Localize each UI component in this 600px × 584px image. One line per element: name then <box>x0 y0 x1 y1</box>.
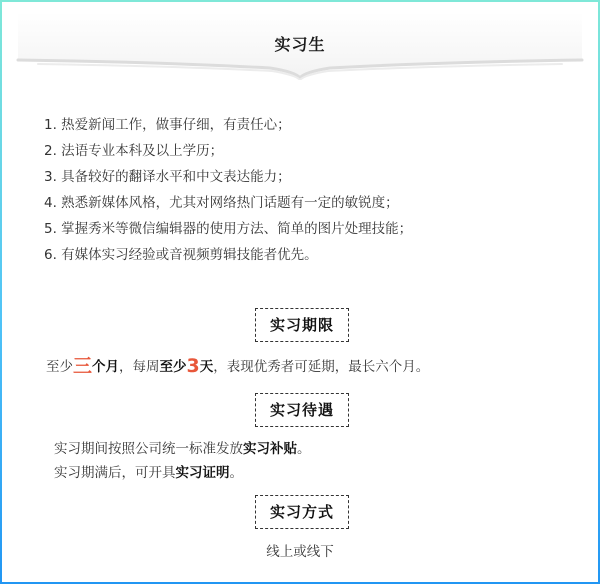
requirement-item: 6. 有媒体实习经验或音视频剪辑技能者优先。 <box>44 247 318 263</box>
method-description: 线上或线下 <box>266 544 334 560</box>
period-prefix: 至少 <box>46 359 73 375</box>
period-description <box>46 354 429 379</box>
benefit-certificate-text: 实习期满后，可开具 <box>54 465 176 481</box>
benefit-allowance <box>54 438 311 460</box>
period-suffix: ，表现优秀者可延期，最长六个月。 <box>213 359 430 375</box>
period-months-unit: 个月 <box>92 359 120 375</box>
benefit-certificate-bold: 实习证明 <box>175 465 230 481</box>
benefit-certificate-end: 。 <box>229 465 243 481</box>
requirement-item: 1. 热爱新闻工作，做事仔细，有责任心； <box>44 117 291 133</box>
benefit-allowance-end: 。 <box>297 441 311 457</box>
requirement-item: 3. 具备较好的翻译水平和中文表达能力； <box>44 169 291 185</box>
page-title: 实习生 <box>274 35 326 54</box>
period-days-number: 3 <box>186 355 200 377</box>
requirements-list <box>44 112 412 268</box>
period-separator: ，每周 <box>119 359 160 375</box>
job-card-content <box>2 2 598 582</box>
benefit-allowance-bold: 实习补贴 <box>243 441 297 457</box>
benefit-certificate <box>54 462 243 484</box>
requirement-item: 5. 掌握秀米等微信编辑器的使用方法、简单的图片处理技能； <box>44 221 413 237</box>
period-weekly-label: 至少 <box>159 359 187 375</box>
method-heading: 实习方式 <box>255 495 349 529</box>
period-heading: 实习期限 <box>255 308 349 342</box>
requirement-item: 4. 熟悉新媒体风格，尤其对网络热门话题有一定的敏锐度； <box>44 195 399 211</box>
period-months-number: 三 <box>73 355 93 377</box>
requirement-item: 2. 法语专业本科及以上学历； <box>44 143 224 159</box>
benefits-heading: 实习待遇 <box>255 393 349 427</box>
benefit-allowance-text: 实习期间按照公司统一标准发放 <box>54 441 243 457</box>
period-days-unit: 天 <box>199 359 214 375</box>
